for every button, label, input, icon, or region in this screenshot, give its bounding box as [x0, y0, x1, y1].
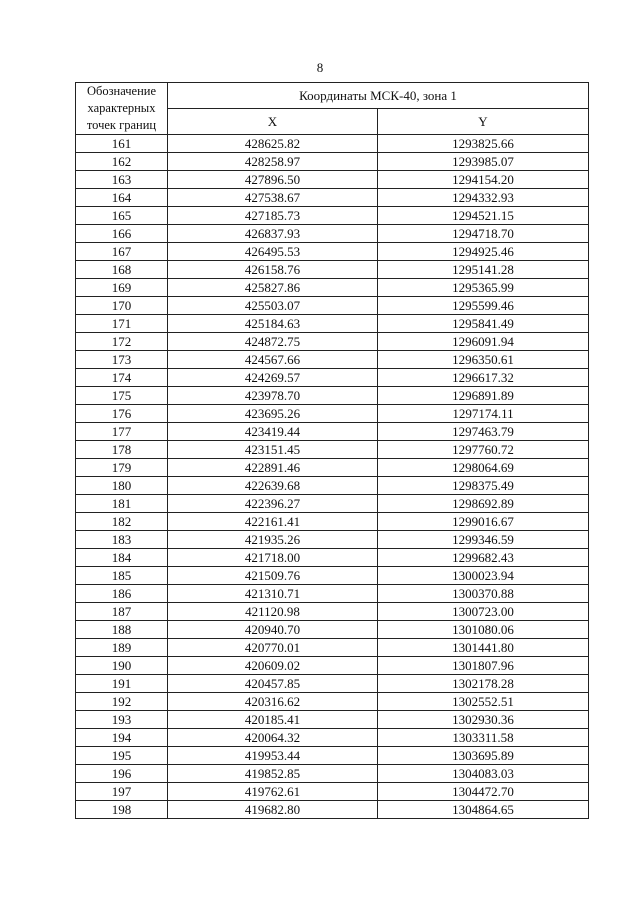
y-coordinate-cell: 1294718.70 [378, 225, 589, 243]
x-coordinate-cell: 426158.76 [168, 261, 378, 279]
x-coordinate-cell: 420940.70 [168, 621, 378, 639]
table-row [76, 513, 589, 531]
y-coordinate-cell: 1296350.61 [378, 351, 589, 369]
y-coordinate-cell: 1295841.49 [378, 315, 589, 333]
table-row [76, 747, 589, 765]
x-coordinate-cell: 424872.75 [168, 333, 378, 351]
y-coordinate-cell: 1297463.79 [378, 423, 589, 441]
point-number-cell: 163 [76, 171, 168, 189]
table-row [76, 423, 589, 441]
point-number-cell: 162 [76, 153, 168, 171]
y-coordinate-cell: 1304472.70 [378, 783, 589, 801]
x-coordinate-cell: 423419.44 [168, 423, 378, 441]
point-number-cell: 188 [76, 621, 168, 639]
x-coordinate-cell: 424567.66 [168, 351, 378, 369]
table-row [76, 639, 589, 657]
x-coordinate-cell: 425503.07 [168, 297, 378, 315]
table-row [76, 585, 589, 603]
x-coordinate-cell: 423151.45 [168, 441, 378, 459]
point-number-cell: 193 [76, 711, 168, 729]
table-row [76, 297, 589, 315]
point-header-line-2: характерных [87, 101, 156, 115]
y-coordinate-cell: 1300023.94 [378, 567, 589, 585]
table-row [76, 171, 589, 189]
point-number-cell: 184 [76, 549, 168, 567]
y-coordinate-cell: 1294332.93 [378, 189, 589, 207]
point-number-cell: 191 [76, 675, 168, 693]
x-coordinate-cell: 428258.97 [168, 153, 378, 171]
y-coordinate-cell: 1296617.32 [378, 369, 589, 387]
x-coordinate-cell: 422161.41 [168, 513, 378, 531]
table-row [76, 621, 589, 639]
point-number-cell: 195 [76, 747, 168, 765]
y-coordinate-cell: 1299682.43 [378, 549, 589, 567]
point-header-line-3: точек границ [86, 118, 157, 132]
table-row [76, 351, 589, 369]
y-coordinate-cell: 1296091.94 [378, 333, 589, 351]
y-coordinate-cell: 1299346.59 [378, 531, 589, 549]
x-coordinate-cell: 420457.85 [168, 675, 378, 693]
y-coordinate-cell: 1298375.49 [378, 477, 589, 495]
table-row [76, 315, 589, 333]
table-row [76, 135, 589, 153]
table-row [76, 459, 589, 477]
point-designation-header [76, 83, 168, 135]
x-coordinate-cell: 427538.67 [168, 189, 378, 207]
table-row [76, 441, 589, 459]
table-row [76, 495, 589, 513]
point-number-cell: 180 [76, 477, 168, 495]
y-coordinate-cell: 1296891.89 [378, 387, 589, 405]
x-coordinate-cell: 423695.26 [168, 405, 378, 423]
point-number-cell: 166 [76, 225, 168, 243]
y-coordinate-cell: 1301080.06 [378, 621, 589, 639]
table-row [76, 603, 589, 621]
table-row [76, 567, 589, 585]
page-number: 8 [316, 60, 324, 75]
table-row [76, 657, 589, 675]
y-coordinate-cell: 1304864.65 [378, 801, 589, 819]
point-number-cell: 194 [76, 729, 168, 747]
header-row-group [76, 83, 589, 109]
point-number-cell: 183 [76, 531, 168, 549]
x-coordinate-cell: 425827.86 [168, 279, 378, 297]
point-number-cell: 182 [76, 513, 168, 531]
y-coordinate-cell: 1300370.88 [378, 585, 589, 603]
table-row [76, 153, 589, 171]
y-coordinate-cell: 1295141.28 [378, 261, 589, 279]
y-coordinate-cell: 1301807.96 [378, 657, 589, 675]
y-coordinate-cell: 1298064.69 [378, 459, 589, 477]
y-coordinate-cell: 1294154.20 [378, 171, 589, 189]
point-number-cell: 179 [76, 459, 168, 477]
y-coordinate-cell: 1293985.07 [378, 153, 589, 171]
x-coordinate-cell: 419762.61 [168, 783, 378, 801]
y-coordinate-cell: 1297174.11 [378, 405, 589, 423]
table-row [76, 333, 589, 351]
point-number-cell: 198 [76, 801, 168, 819]
y-coordinate-cell: 1303311.58 [378, 729, 589, 747]
point-number-cell: 186 [76, 585, 168, 603]
point-number-cell: 181 [76, 495, 168, 513]
x-coordinate-cell: 420609.02 [168, 657, 378, 675]
table-row [76, 261, 589, 279]
y-coordinate-cell: 1297760.72 [378, 441, 589, 459]
point-number-cell: 167 [76, 243, 168, 261]
x-coordinate-cell: 419682.80 [168, 801, 378, 819]
point-number-cell: 178 [76, 441, 168, 459]
table-row [76, 549, 589, 567]
table-header [76, 83, 589, 135]
x-coordinate-cell: 420064.32 [168, 729, 378, 747]
x-coordinate-cell: 422891.46 [168, 459, 378, 477]
table-row [76, 675, 589, 693]
table-row [76, 207, 589, 225]
x-coordinate-cell: 426837.93 [168, 225, 378, 243]
point-number-cell: 174 [76, 369, 168, 387]
coordinates-group-header: Координаты МСК-40, зона 1 [168, 83, 589, 109]
table-body [76, 135, 589, 819]
table-row [76, 279, 589, 297]
point-number-cell: 172 [76, 333, 168, 351]
point-number-cell: 170 [76, 297, 168, 315]
point-number-cell: 197 [76, 783, 168, 801]
x-coordinate-cell: 420185.41 [168, 711, 378, 729]
x-coordinate-cell: 421935.26 [168, 531, 378, 549]
x-coordinate-cell: 427185.73 [168, 207, 378, 225]
table-row [76, 729, 589, 747]
x-coordinate-cell: 419852.85 [168, 765, 378, 783]
table-row [76, 693, 589, 711]
x-coordinate-cell: 420316.62 [168, 693, 378, 711]
x-coordinate-cell: 427896.50 [168, 171, 378, 189]
point-number-cell: 173 [76, 351, 168, 369]
x-coordinate-cell: 425184.63 [168, 315, 378, 333]
x-coordinate-cell: 419953.44 [168, 747, 378, 765]
y-coordinate-cell: 1294925.46 [378, 243, 589, 261]
point-number-cell: 171 [76, 315, 168, 333]
y-coordinate-cell: 1302178.28 [378, 675, 589, 693]
x-coordinate-cell: 421718.00 [168, 549, 378, 567]
point-number-cell: 189 [76, 639, 168, 657]
table-row [76, 387, 589, 405]
y-coordinate-cell: 1293825.66 [378, 135, 589, 153]
x-coordinate-cell: 420770.01 [168, 639, 378, 657]
y-coordinate-cell: 1301441.80 [378, 639, 589, 657]
table-row [76, 189, 589, 207]
x-coordinate-cell: 422396.27 [168, 495, 378, 513]
x-coordinate-cell: 421509.76 [168, 567, 378, 585]
x-coordinate-cell: 426495.53 [168, 243, 378, 261]
y-coordinate-cell: 1300723.00 [378, 603, 589, 621]
table-row [76, 765, 589, 783]
point-number-cell: 190 [76, 657, 168, 675]
table-row [76, 369, 589, 387]
y-coordinate-cell: 1302930.36 [378, 711, 589, 729]
table-row [76, 405, 589, 423]
point-number-cell: 192 [76, 693, 168, 711]
x-column-header: X [168, 109, 378, 135]
table-row [76, 801, 589, 819]
x-coordinate-cell: 423978.70 [168, 387, 378, 405]
point-number-cell: 165 [76, 207, 168, 225]
y-coordinate-cell: 1299016.67 [378, 513, 589, 531]
table-row [76, 225, 589, 243]
point-number-cell: 177 [76, 423, 168, 441]
coordinates-table [75, 82, 589, 819]
table-row [76, 711, 589, 729]
x-coordinate-cell: 421120.98 [168, 603, 378, 621]
point-number-cell: 175 [76, 387, 168, 405]
table-row [76, 531, 589, 549]
table-row [76, 477, 589, 495]
point-number-cell: 164 [76, 189, 168, 207]
x-coordinate-cell: 422639.68 [168, 477, 378, 495]
x-coordinate-cell: 428625.82 [168, 135, 378, 153]
point-number-cell: 161 [76, 135, 168, 153]
y-coordinate-cell: 1303695.89 [378, 747, 589, 765]
point-number-cell: 169 [76, 279, 168, 297]
point-number-cell: 168 [76, 261, 168, 279]
x-coordinate-cell: 421310.71 [168, 585, 378, 603]
y-coordinate-cell: 1295599.46 [378, 297, 589, 315]
y-coordinate-cell: 1294521.15 [378, 207, 589, 225]
table-row [76, 243, 589, 261]
point-header-line-1: Обозначение [86, 84, 157, 98]
point-number-cell: 196 [76, 765, 168, 783]
table-row [76, 783, 589, 801]
point-number-cell: 176 [76, 405, 168, 423]
y-coordinate-cell: 1302552.51 [378, 693, 589, 711]
point-number-cell: 185 [76, 567, 168, 585]
y-coordinate-cell: 1304083.03 [378, 765, 589, 783]
x-coordinate-cell: 424269.57 [168, 369, 378, 387]
y-column-header: Y [378, 109, 589, 135]
y-coordinate-cell: 1298692.89 [378, 495, 589, 513]
point-number-cell: 187 [76, 603, 168, 621]
y-coordinate-cell: 1295365.99 [378, 279, 589, 297]
